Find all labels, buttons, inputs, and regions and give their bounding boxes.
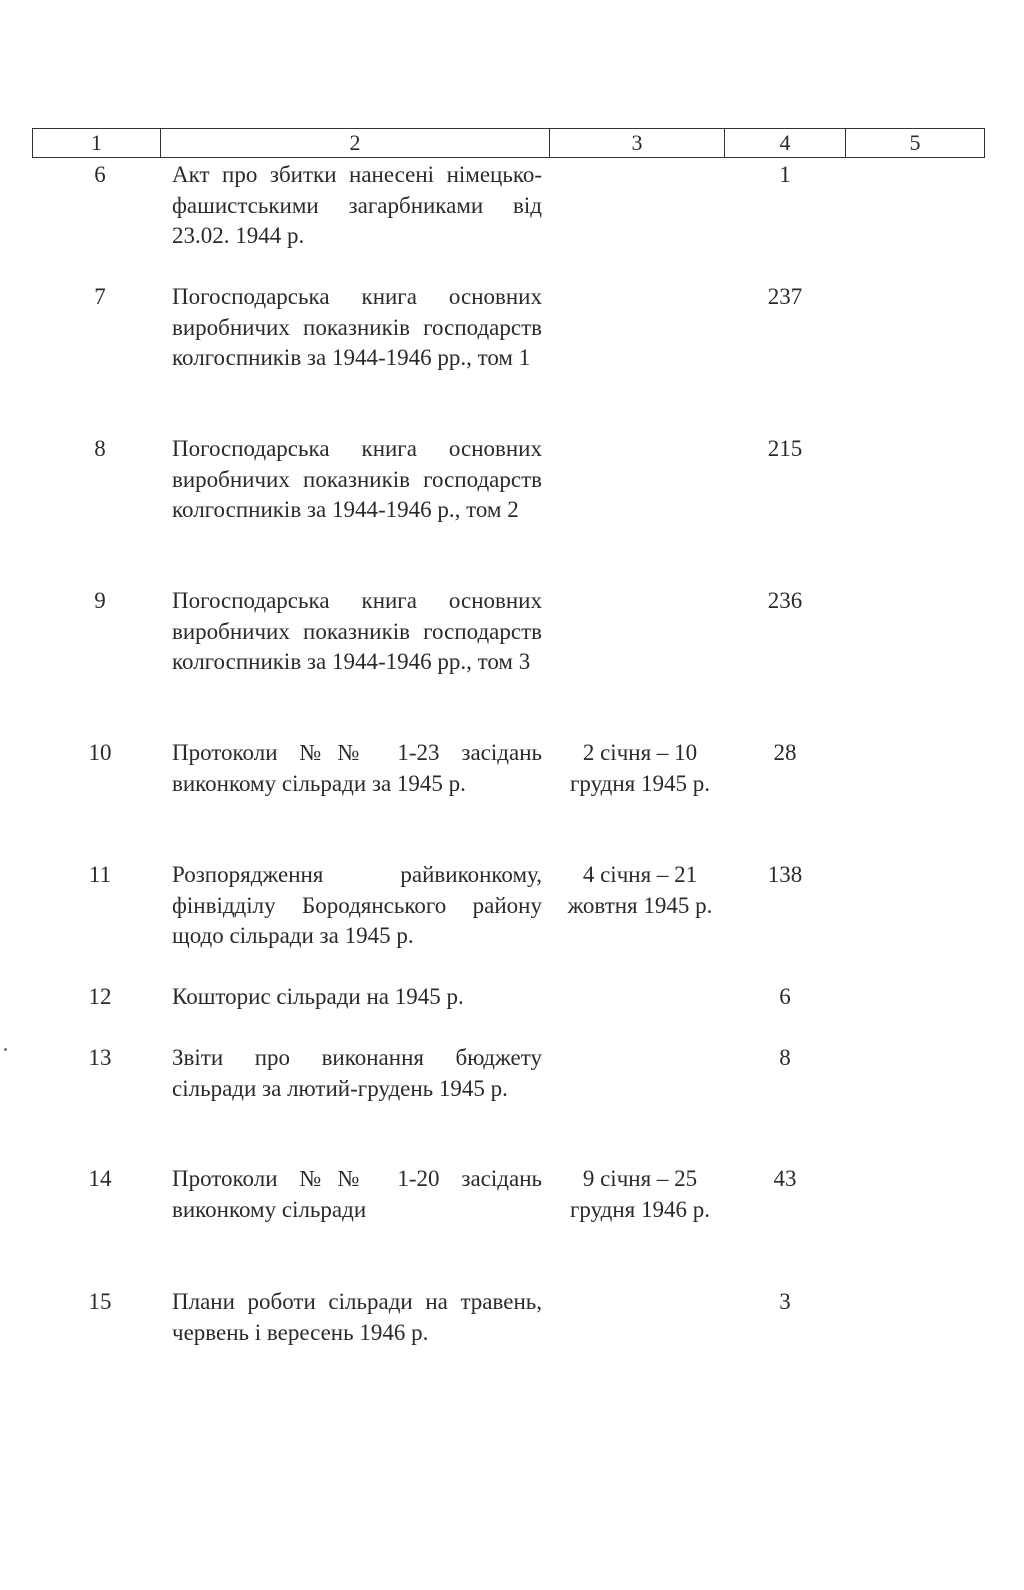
row-sheets: 1 (779, 162, 791, 187)
row-title: Звіти про виконання бюджету сільради за лютий-грудень 1945 р. (172, 1045, 542, 1101)
column-header-3: 3 (550, 129, 725, 157)
row-title: Погосподарська книга основних виробничих показників господарств колгоспників за 1944-1946 рр., том 1 (172, 284, 542, 370)
row-title: Протоколи №№ 1-23 засідань виконкому сільради за 1945 р. (172, 740, 542, 796)
row-number: 7 (94, 284, 106, 309)
row-dates: 4 січня – 21 жовтня 1945 р. (567, 862, 713, 918)
row-sheets: 215 (767, 436, 803, 461)
row-dates: 2 січня – 10 грудня 1945 р. (569, 740, 711, 796)
row-sheets: 236 (767, 588, 803, 613)
column-header-1: 1 (33, 129, 161, 157)
row-number: 11 (88, 862, 112, 887)
column-header-4: 4 (725, 129, 846, 157)
row-sheets: 43 (773, 1166, 797, 1191)
row-number: 13 (88, 1045, 112, 1070)
scan-speck (4, 1048, 7, 1051)
row-title: Погосподарська книга основних виробничих показників господарств колгоспників за 1944-1946 рр., том 3 (172, 588, 542, 674)
column-header-2: 2 (161, 129, 550, 157)
row-title: Акт про збитки нанесені німецько-фашистськими загарбниками від 23.02. 1944 р. (172, 162, 542, 248)
row-number: 15 (88, 1289, 112, 1314)
row-number: 8 (94, 436, 106, 461)
row-title: Погосподарська книга основних виробничих показників господарств колгоспників за 1944-1946 р., том 2 (172, 436, 542, 522)
row-title: Протоколи №№ 1-20 засідань виконкому сільради (172, 1166, 542, 1222)
row-sheets: 138 (767, 862, 803, 887)
row-dates: 9 січня – 25 грудня 1946 р. (569, 1166, 711, 1222)
row-sheets: 3 (779, 1289, 791, 1314)
column-header-5: 5 (909, 130, 921, 155)
row-sheets: 237 (767, 284, 803, 309)
row-sheets: 8 (779, 1045, 791, 1070)
row-number: 6 (94, 162, 106, 187)
row-title: Плани роботи сільради на травень, червень і вересень 1946 р. (172, 1289, 542, 1345)
row-title: Кошторис сільради на 1945 р. (172, 984, 464, 1009)
row-number: 14 (88, 1166, 112, 1191)
row-number: 9 (94, 588, 106, 613)
row-number: 10 (88, 740, 112, 765)
column-header-row (32, 128, 985, 158)
row-sheets: 6 (779, 984, 791, 1009)
row-title: Розпорядження райвиконкому, фінвідділу Бородянського району щодо сільради за 1945 р. (172, 862, 542, 948)
row-number: 12 (88, 984, 112, 1009)
row-sheets: 28 (773, 740, 797, 765)
